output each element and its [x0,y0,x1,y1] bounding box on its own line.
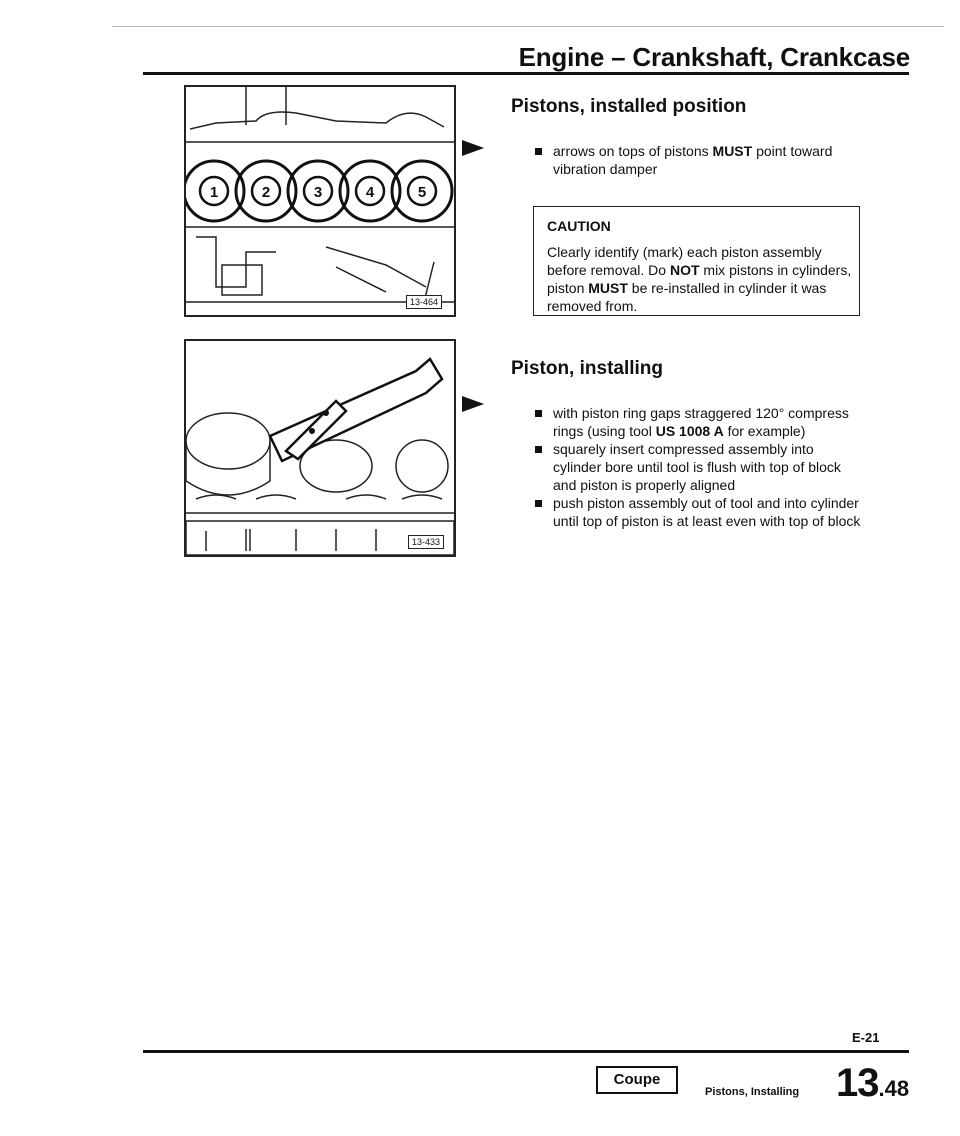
section-title-installed-position: Pistons, installed position [511,96,747,117]
list-item: arrows on tops of pistons MUST point toward vibration damper [533,142,853,178]
list-item: squarely insert compressed assembly into cylinder bore until tool is flush with top of block and piston is properly aligned [533,440,863,494]
list-item: push piston assembly out of tool and into cylinder until top of piston is at least even with top of block [533,494,863,530]
figure-piston-installing [184,339,456,557]
cylinder-label: 2 [261,184,271,201]
engine-block-illustration [186,87,454,315]
figure-number: 13-433 [408,535,444,549]
cylinder-label: 5 [417,184,427,201]
caution-title: CAUTION [547,218,611,234]
section-title-installing: Piston, installing [511,358,664,379]
pointer-arrow-icon [462,140,484,156]
cylinder-label: 3 [313,184,323,201]
figure-number: 13-464 [406,295,442,309]
page-code: E-21 [852,1030,880,1045]
page-title: Engine – Crankshaft, Crankcase [518,42,910,72]
page-number: 13.48 [836,1061,910,1105]
pointer-arrow-icon [462,396,484,412]
cylinder-label: 1 [209,184,219,201]
header-rule [143,72,909,75]
list-item: with piston ring gaps straggered 120° compress rings (using tool US 1008 A for example) [533,404,863,440]
bullet-list-installed-position [533,142,853,178]
ring-compressor-illustration [186,341,454,555]
bullet-list-installing [533,404,863,530]
footer-rule [143,1050,909,1053]
top-rule [112,26,944,27]
cylinder-label: 4 [365,184,375,201]
footer-subtitle: Pistons, Installing [705,1086,800,1098]
figure-piston-position [184,85,456,317]
caution-body: Clearly identify (mark) each piston assembly before removal. Do NOT mix pistons in cylinders, piston MUST be re-installed in cylinder it was removed from. [547,244,852,314]
caution-box [533,206,860,316]
model-badge: Coupe [596,1066,678,1094]
